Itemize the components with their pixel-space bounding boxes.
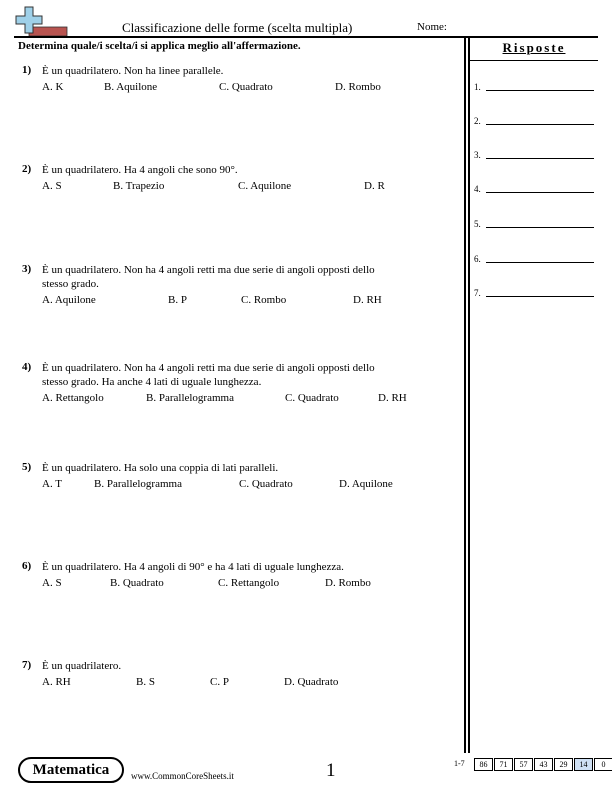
answer-option: A. T xyxy=(42,478,62,490)
answer-blank xyxy=(486,192,594,193)
score-cell: 29 xyxy=(554,758,573,771)
answers-title: Risposte xyxy=(502,40,566,55)
answer-number: 1. xyxy=(474,82,481,92)
answer-option: A. S xyxy=(42,180,62,192)
question-text: È un quadrilatero. Ha 4 angoli che sono 90°. xyxy=(42,164,238,176)
answer-option: B. Trapezio xyxy=(113,180,165,192)
answer-number: 6. xyxy=(474,254,481,264)
question-text: stesso grado. xyxy=(42,278,99,290)
column-divider-right xyxy=(468,37,470,753)
question-number: 7) xyxy=(22,659,32,671)
answer-option: C. Rettangolo xyxy=(218,577,280,589)
question-number: 4) xyxy=(22,361,32,373)
answer-option: A. RH xyxy=(42,676,71,688)
answer-number: 3. xyxy=(474,150,481,160)
header-rule xyxy=(14,36,598,38)
answer-option: A. Aquilone xyxy=(42,294,96,306)
question-number: 5) xyxy=(22,461,32,473)
question-text: È un quadrilatero. Ha solo una coppia di lati paralleli. xyxy=(42,462,279,474)
answer-blank xyxy=(486,90,594,91)
column-divider-left xyxy=(464,37,466,753)
score-cell: 0 xyxy=(594,758,612,771)
answer-blank xyxy=(486,296,594,297)
answer-number: 2. xyxy=(474,116,481,126)
question-text: stesso grado. Ha anche 4 lati di uguale lunghezza. xyxy=(42,376,262,388)
answer-option: A. Rettangolo xyxy=(42,392,104,404)
answer-option: A. K xyxy=(42,81,64,93)
question-text: È un quadrilatero. Ha 4 angoli di 90° e ha 4 lati di uguale lunghezza. xyxy=(42,561,344,573)
logo-icon xyxy=(15,5,71,38)
answer-option: D. Rombo xyxy=(325,577,371,589)
score-cell: 86 xyxy=(474,758,493,771)
answer-option: D. RH xyxy=(378,392,407,404)
answer-option: A. S xyxy=(42,577,62,589)
answer-option: C. Aquilone xyxy=(238,180,292,192)
answer-option: C. Quadrato xyxy=(285,392,339,404)
answer-blank xyxy=(486,124,594,125)
answer-option: C. Quadrato xyxy=(239,478,293,490)
question-number: 2) xyxy=(22,163,32,175)
answer-option: D. Rombo xyxy=(335,81,381,93)
answer-option: D. RH xyxy=(353,294,382,306)
answer-number: 7. xyxy=(474,288,481,298)
question-text: È un quadrilatero. Non ha linee parallele. xyxy=(42,65,224,77)
answer-option: B. Parallelogramma xyxy=(146,392,234,404)
question-number: 6) xyxy=(22,560,32,572)
answer-option: C. P xyxy=(210,676,229,688)
score-cell: 14 xyxy=(574,758,593,771)
answer-blank xyxy=(486,158,594,159)
answer-number: 4. xyxy=(474,184,481,194)
score-range: 1-7 xyxy=(454,759,465,768)
question-text: È un quadrilatero. xyxy=(42,660,122,672)
subject-badge: Matematica xyxy=(18,757,124,783)
page-title: Classificazione delle forme (scelta multipla) xyxy=(122,20,353,35)
answer-option: B. P xyxy=(168,294,187,306)
score-table xyxy=(474,758,612,771)
question-number: 3) xyxy=(22,263,32,275)
answer-option: B. S xyxy=(136,676,155,688)
answer-option: B. Aquilone xyxy=(104,81,158,93)
answer-option: B. Quadrato xyxy=(110,577,164,589)
answer-option: C. Rombo xyxy=(241,294,287,306)
answer-number: 5. xyxy=(474,219,481,229)
site-url: www.CommonCoreSheets.it xyxy=(131,771,234,781)
answer-option: D. Aquilone xyxy=(339,478,393,490)
name-label: Nome: xyxy=(417,21,447,33)
instructions: Determina quale/i scelta/i si applica meglio all'affermazione. xyxy=(18,40,301,52)
answer-option: B. Parallelogramma xyxy=(94,478,182,490)
score-cell: 57 xyxy=(514,758,533,771)
answers-title-rule xyxy=(470,60,598,61)
question-text: È un quadrilatero. Non ha 4 angoli retti ma due serie di angoli opposti dello xyxy=(42,264,375,276)
question-number: 1) xyxy=(22,64,32,76)
answer-blank xyxy=(486,262,594,263)
answer-option: C. Quadrato xyxy=(219,81,273,93)
score-cell: 43 xyxy=(534,758,553,771)
score-cell: 71 xyxy=(494,758,513,771)
question-text: È un quadrilatero. Non ha 4 angoli retti ma due serie di angoli opposti dello xyxy=(42,362,375,374)
answer-option: D. R xyxy=(364,180,385,192)
answer-blank xyxy=(486,227,594,228)
page-number: 1 xyxy=(326,760,336,781)
answer-option: D. Quadrato xyxy=(284,676,339,688)
